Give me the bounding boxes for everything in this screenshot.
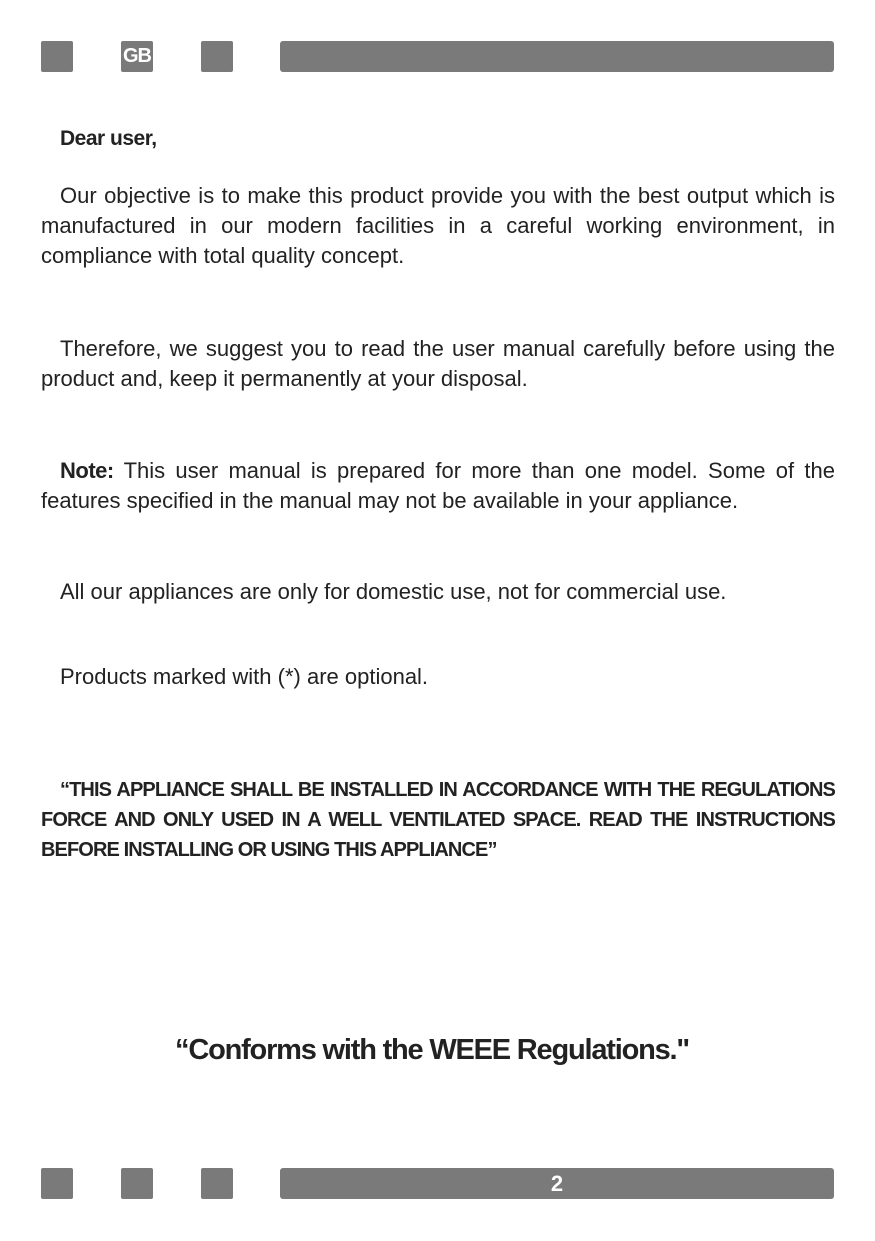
language-code: GB bbox=[123, 45, 151, 67]
intro-paragraph: Our objective is to make this product provide you with the best output which is manufactured in our modern facilities in a careful working environment, in compliance with total quality concept. bbox=[41, 183, 835, 268]
note-paragraph bbox=[41, 456, 835, 516]
note-text: This user manual is prepared for more than one model. Some of the features specified in the manual may not be available in your appliance. bbox=[41, 458, 835, 513]
optional-products-paragraph: Products marked with (*) are optional. bbox=[60, 664, 429, 689]
domestic-use-paragraph: All our appliances are only for domestic use, not for commercial use. bbox=[60, 579, 727, 604]
header-block-1 bbox=[41, 41, 73, 72]
intro-paragraph-container bbox=[41, 181, 835, 271]
advice-paragraph-container bbox=[41, 334, 835, 394]
greeting: Dear user, bbox=[60, 127, 157, 150]
header-bar bbox=[280, 41, 834, 72]
header-block-3 bbox=[201, 41, 233, 72]
installation-warning: “THIS APPLIANCE SHALL BE INSTALLED IN ACCORDANCE WITH THE REGULATIONS FORCE AND ONLY USED IN A WELL VENTILATED SPACE. READ THE INSTRUCTIONS BEFORE INSTALLING OR USING THIS APPLIANCE” bbox=[41, 779, 835, 861]
footer-block-1 bbox=[41, 1168, 73, 1199]
note-paragraph-container bbox=[41, 456, 835, 516]
note-label: Note: bbox=[60, 458, 114, 483]
advice-paragraph: Therefore, we suggest you to read the user manual carefully before using the product and, keep it permanently at your disposal. bbox=[41, 336, 835, 391]
domestic-paragraph-container bbox=[41, 577, 835, 607]
footer-block-2 bbox=[121, 1168, 153, 1199]
optional-paragraph-container bbox=[41, 662, 835, 692]
footer-block-3 bbox=[201, 1168, 233, 1199]
weee-statement: “Conforms with the WEEE Regulations." bbox=[175, 1034, 689, 1066]
page-number: 2 bbox=[550, 1171, 564, 1196]
